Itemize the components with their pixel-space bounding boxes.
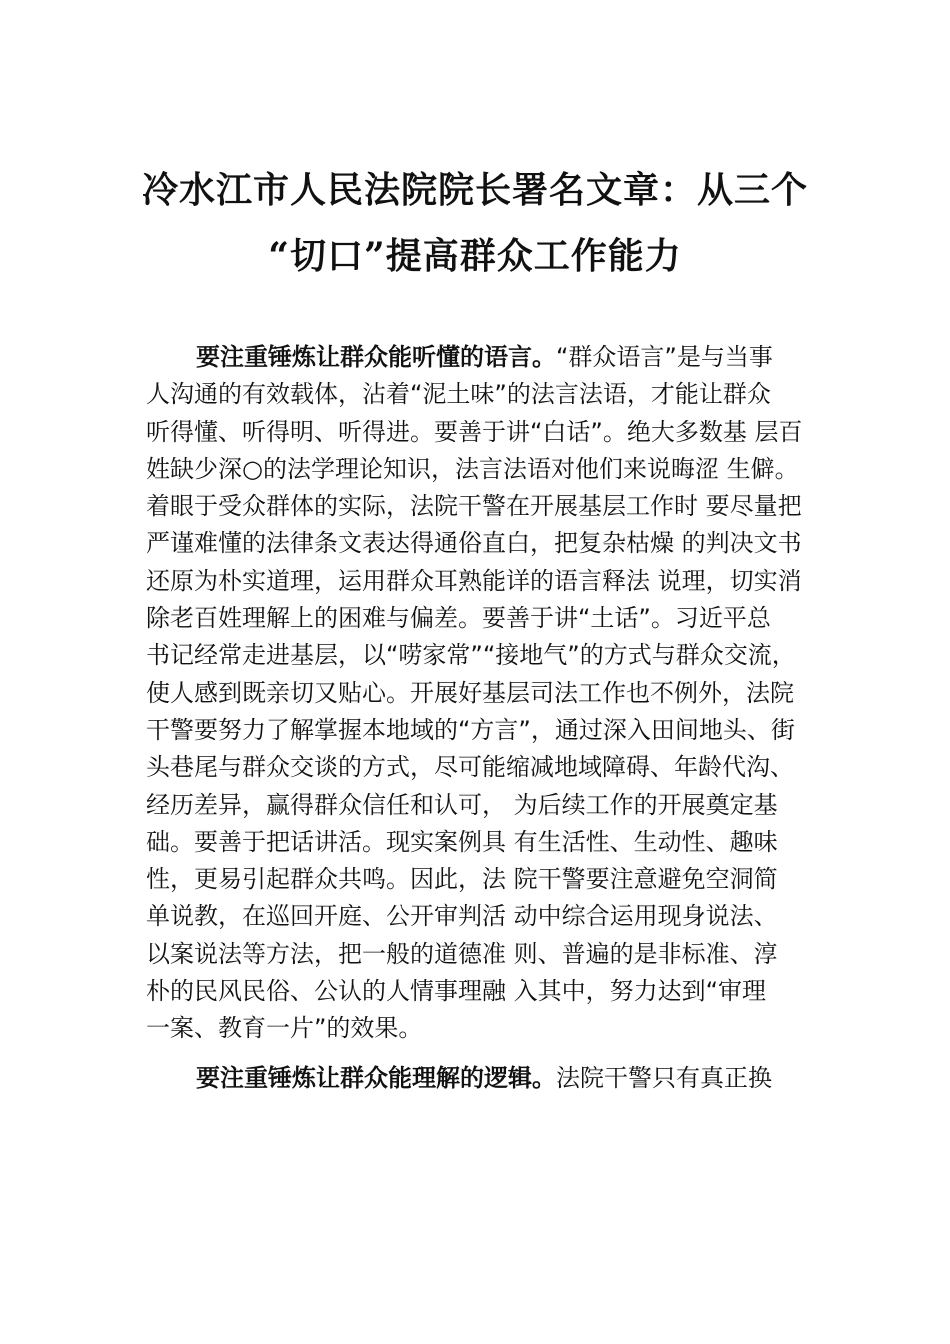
- article-title-line-2: “切口”提高群众工作能力: [268, 235, 682, 277]
- paragraph-1-line: 干警要努力了解掌握本地域的“方言”，通过深入田间地头、街: [146, 715, 795, 744]
- paragraph-1-line: 书记经常走进基层，以“唠家常”“接地气”的方式与群众交流，: [146, 641, 796, 670]
- paragraph-1-line: 础。要善于把话讲活。现实案例具 有生活性、生动性、趣味: [146, 827, 778, 856]
- paragraph-1-line: 朴的民风民俗、公认的人情事理融 入其中，努力达到“审理: [146, 977, 767, 1006]
- paragraph-2-lead: 要注重锤炼让群众能理解的逻辑。: [196, 1063, 556, 1092]
- paragraph-1-line: 听得懂、听得明、听得进。要善于讲“白话”。绝大多数基 层百: [146, 417, 803, 446]
- paragraph-1-line: 一案、教育一片”的效果。: [146, 1014, 423, 1043]
- paragraph-1-line: 头巷尾与群众交谈的方式，尽可能缩减地域障碍、年龄代沟、: [146, 753, 794, 782]
- paragraph-1-line: 使人感到既亲切又贴心。开展好基层司法工作也不例外，法院: [146, 678, 794, 707]
- paragraph-1-line: 着眼于受众群体的实际，法院干警在开展基层工作时 要尽量把: [146, 492, 802, 521]
- paragraph-1-line: 经历差异，赢得群众信任和认可， 为后续工作的开展奠定基: [146, 790, 778, 819]
- article-title-line-1: 冷水江市人民法院院长署名文章：从三个: [141, 169, 808, 211]
- article-body: [146, 339, 866, 1097]
- paragraph-1-line: 以案说法等方法，把一般的道德准 则、普遍的是非标准、淳: [146, 939, 778, 968]
- paragraph-1-line: 还原为朴实道理，运用群众耳熟能详的语言释法 说理，切实消: [146, 566, 802, 595]
- paragraph-1-line: 姓缺少深○的法学理论知识，法言法语对他们来说晦涩 生僻。: [146, 454, 799, 483]
- paragraph-2-first-line-text: 法院干警只有真正换: [556, 1063, 772, 1092]
- paragraph-1-first-line: [146, 339, 866, 376]
- paragraph-gap: [146, 1048, 866, 1060]
- paragraph-1-line: 除老百姓理解上的困难与偏差。要善于讲“土话”。习近平总: [146, 604, 771, 633]
- paragraph-1-first-line-text: “群众语言”是与当事: [556, 343, 773, 371]
- paragraph-1-line: 严谨难懂的法律条文表达得通俗直白，把复杂枯燥 的判决文书: [146, 529, 802, 558]
- paragraph-1-line: 人沟通的有效载体，沾着“泥土味”的法言法语，才能让群众: [146, 380, 771, 409]
- paragraph-1-line: 性，更易引起群众共鸣。因此，法 院干警要注意避免空洞简: [146, 865, 778, 894]
- paragraph-1-line: 单说教，在巡回开庭、公开审判活 动中综合运用现身说法、: [146, 902, 778, 931]
- paragraph-1-lead: 要注重锤炼让群众能听懂的语言。: [196, 343, 556, 371]
- paragraph-2-first-line: [146, 1060, 866, 1097]
